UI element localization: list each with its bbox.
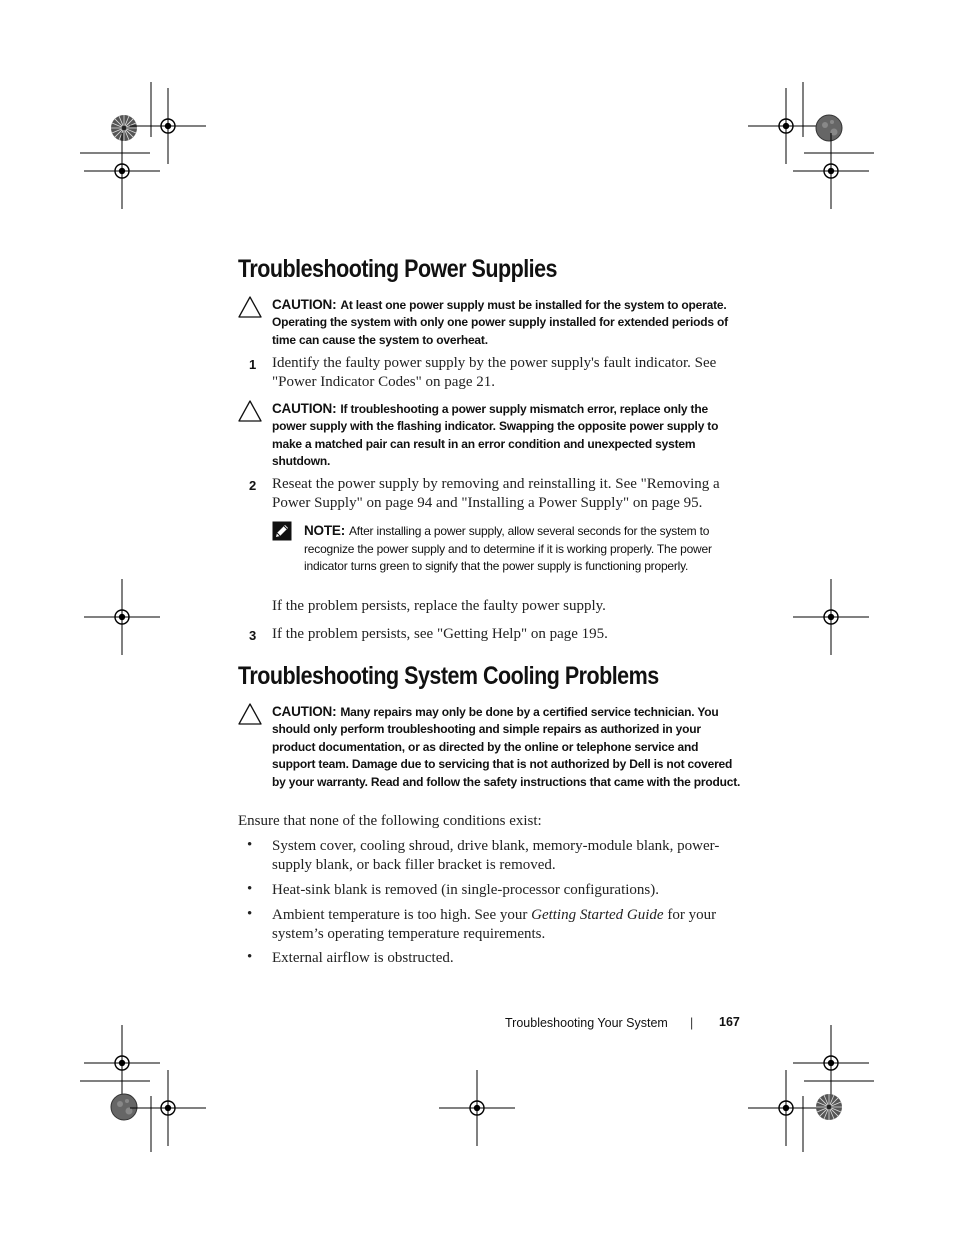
note-text: After installing a power supply, allow several seconds for the system to recognize the power supply and to determine if it is working properly. The power indicator turns green to signify that the power supply is functioning properly. bbox=[304, 524, 712, 573]
intro-paragraph: Ensure that none of the following conditions exist: bbox=[238, 813, 542, 829]
note-label: NOTE: bbox=[304, 523, 345, 538]
section-heading-power-supplies: Troubleshooting Power Supplies bbox=[238, 255, 557, 283]
step-text: Reseat the power supply by removing and reinstalling it. See "Removing a Power Supply" on page 94 and "Installing a Power Supply" on page 95. bbox=[272, 476, 720, 511]
step-number: 3 bbox=[249, 628, 257, 643]
step-number: 2 bbox=[249, 478, 257, 493]
footer-section-title: Troubleshooting Your System bbox=[505, 1016, 668, 1030]
page-number: 167 bbox=[719, 1015, 740, 1029]
guide-title: Getting Started Guide bbox=[531, 907, 664, 923]
caution-block-2 bbox=[272, 400, 742, 471]
step-text: If the problem persists, see "Getting Help" on page 195. bbox=[272, 626, 608, 642]
bullet-marker: • bbox=[247, 837, 253, 853]
section-heading-cooling: Troubleshooting System Cooling Problems bbox=[238, 662, 659, 690]
bullet-text: Ambient temperature is too high. See your bbox=[272, 907, 532, 923]
persist-paragraph: If the problem persists, replace the faulty power supply. bbox=[272, 598, 606, 614]
bullet-item: System cover, cooling shroud, drive blank, memory-module blank, power-supply blank, or back filler bracket is removed. bbox=[272, 838, 720, 873]
bullet-item: Heat-sink blank is removed (in single-processor configurations). bbox=[272, 882, 659, 898]
bullet-marker: • bbox=[247, 906, 253, 922]
caution-text: At least one power supply must be installed for the system to operate. Operating the system with only one power supply installed for extended periods of time can cause the system to overheat. bbox=[272, 298, 728, 347]
caution-text: Many repairs may only be done by a certified service technician. You should only perform troubleshooting and simple repairs as authorized in your product documentation, or as directed by the online or telephone service and support team. Damage due to servicing that is not authorized by Dell is not covered by your warranty. Read and follow the safety instructions that came with the product. bbox=[272, 705, 741, 789]
caution-label: CAUTION: bbox=[272, 704, 337, 719]
step-number: 1 bbox=[249, 357, 257, 372]
caution-triangle-icon bbox=[238, 400, 262, 422]
caution-label: CAUTION: bbox=[272, 401, 337, 416]
caution-block-3 bbox=[272, 703, 742, 791]
caution-triangle-icon bbox=[238, 703, 262, 725]
bullet-text: for your system’s operating temperature requirements. bbox=[272, 907, 717, 942]
step-text: Identify the faulty power supply by the power supply's fault indicator. See "Power Indicator Codes" on page 21. bbox=[272, 355, 717, 390]
caution-label: CAUTION: bbox=[272, 297, 337, 312]
bullet-item bbox=[272, 906, 742, 944]
footer-separator: | bbox=[690, 1016, 694, 1030]
caution-triangle-icon bbox=[238, 296, 262, 318]
caution-block-1 bbox=[272, 296, 742, 349]
bullet-marker: • bbox=[247, 881, 253, 897]
note-block bbox=[304, 522, 740, 576]
bullet-item: External airflow is obstructed. bbox=[272, 950, 454, 966]
caution-text: If troubleshooting a power supply mismatch error, replace only the power supply with the flashing indicator. Swapping the opposite power supply to make a matched pair can result in an error condition and unexpected system shutdown. bbox=[272, 402, 719, 469]
bullet-marker: • bbox=[247, 949, 253, 965]
note-pencil-icon bbox=[272, 521, 292, 541]
